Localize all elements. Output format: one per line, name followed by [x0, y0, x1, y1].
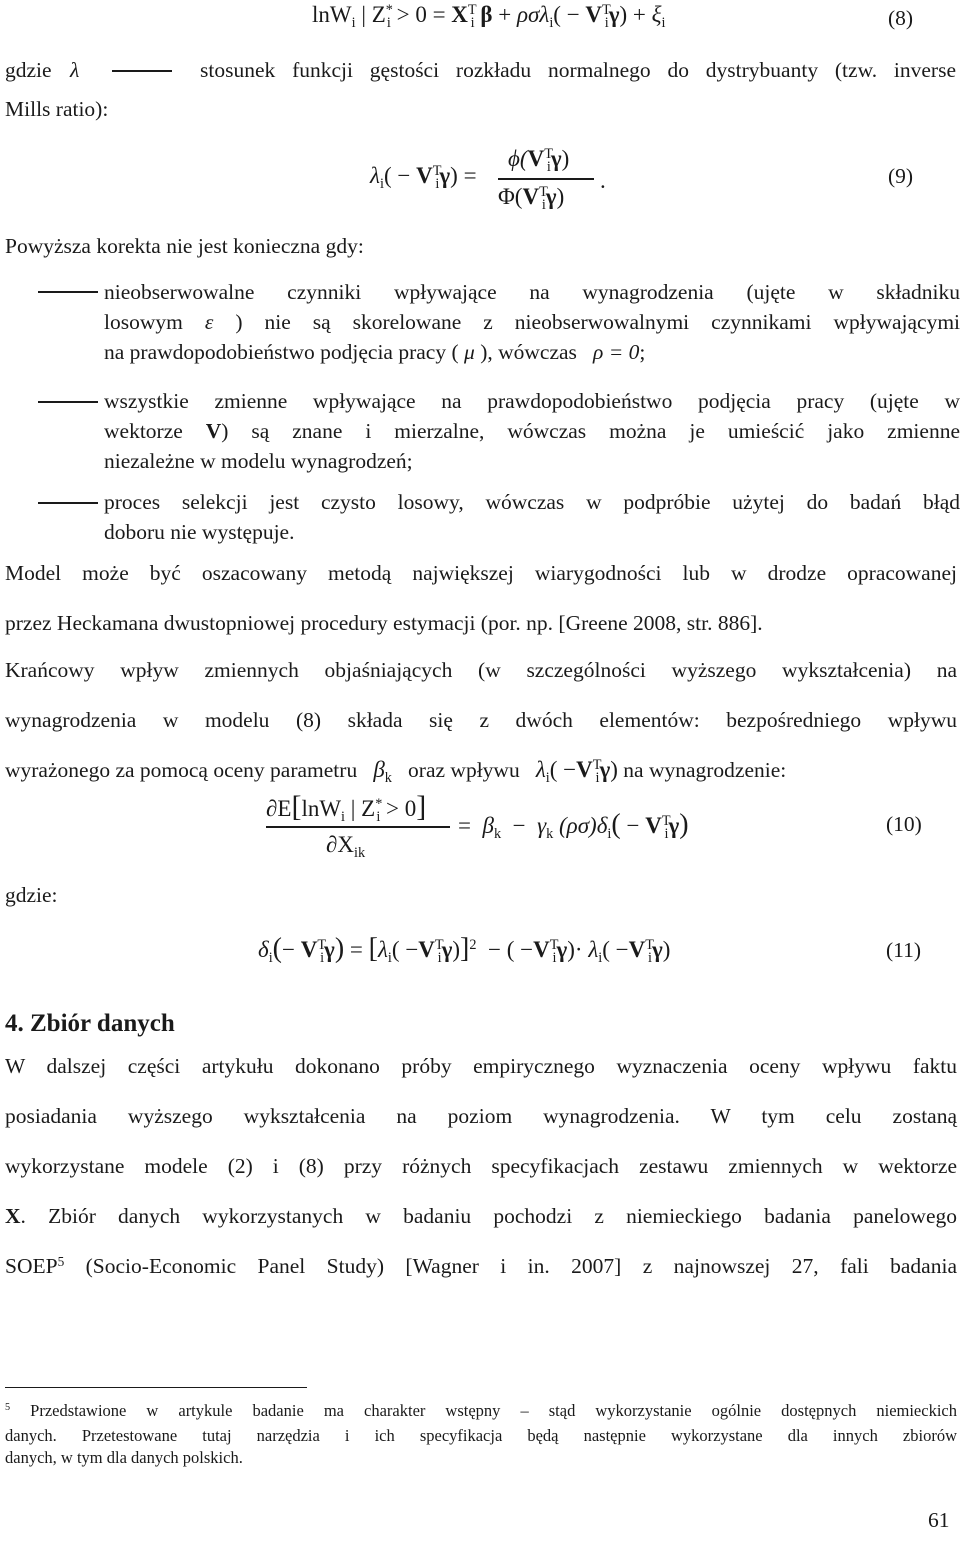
bullet-1: nieobserwowalne czynniki wpływające na wynagrodzenia (ujęte w składniku losowym ε ) nie są skorelowane z nieobserwowalnymi czynnikami wpływającymi na prawdopodobieństwo podjęcia pracy ( μ ), wówczas ρ = 0; — [104, 280, 960, 364]
marginal-effect-paragraph: Krańcowy wpływ zmiennych objaśniających (w szczególności wyższego wykształcenia) na wynagrodzenia w modelu (8) składa się z dwóch elementów: bezpośredniego wpływu wyrażonego za pomocą oceny parametru $\beta_k$ oraz wpływu $\lambda_i( -V^T_i\gamma)$ na wynagrodzenie: — [5, 658, 957, 786]
lambda-definition-line2: Mills ratio): — [5, 97, 109, 121]
section-heading: 4. Zbiór danych — [5, 1010, 175, 1037]
correction-intro: Powyższa korekta nie jest konieczna gdy: — [5, 234, 364, 258]
equation-11-number: (11) — [886, 938, 922, 962]
equation-10-number: (10) — [886, 812, 922, 836]
lambda-symbol: λ — [70, 58, 80, 82]
equation-8-number: (8) — [888, 6, 914, 30]
gdzie-label: gdzie — [5, 58, 52, 82]
equation-10-numerator: ∂E[lnW$_i$ | $Z^*_i > 0$] — [266, 790, 427, 825]
definition-dash — [112, 70, 172, 72]
gdzie-label-2: gdzie: — [5, 883, 58, 907]
equation-11: $\delta_i(- V^T_i\gamma) = [\lambda_i( -V^T_i\gamma)]^2$ − ( $-V^T_i\gamma)\cdot \lambda_i( -V^T_i\gamma)$ — [258, 933, 671, 966]
equation-10-rhs: = $\beta_k - \gamma_k$ $(\rho\sigma)\delta_i( - V^T_i\gamma)$ — [458, 809, 689, 842]
equation-9-numerator: $\phi(V^T_i\gamma)$ — [508, 146, 570, 175]
page-number: 61 — [928, 1508, 950, 1532]
equation-10-denominator: $\partial X_{ik}$ — [326, 832, 366, 861]
bullet-3: proces selekcji jest czysto losowy, wówczas w podpróbie użytej do badań błąd doboru nie występuje. — [104, 490, 960, 544]
equation-9-dot: . — [600, 168, 606, 193]
bullet-2: wszystkie zmienne wpływające na prawdopodobieństwo podjęcia pracy (ujęte w wektorze V) są znane i mierzalne, wówczas można je umieścić jako zmienne niezależne w modelu wynagrodzeń; — [104, 389, 960, 473]
bullet-dash-2 — [38, 401, 98, 403]
equation-9-fraction-line — [498, 178, 594, 180]
equation-8: lnW$_i$ | $Z^*_i > 0 = X^T_i$ $\beta + \rho\sigma\lambda_i( - V^T_i\gamma) + \xi_i$ — [312, 2, 666, 31]
equation-9-lhs: $\lambda_i( - V^T_i\gamma)$ = — [370, 163, 477, 192]
footnote: $^5$ Przedstawione w artykule badanie ma charakter wstępny – stąd wykorzystanie ogólnie dostępnych niemieckich danych. Przetestowane tutaj narzędzia i ich specyfikacja będą następnie wykorzystane dla innych zbiorów danych, w tym dla danych polskich. — [5, 1401, 957, 1467]
equation-9-denominator: $\Phi(V^T_i\gamma)$ — [498, 184, 565, 213]
footnote-separator — [5, 1387, 307, 1388]
bullet-dash-3 — [38, 502, 98, 504]
equation-10-fraction-line — [266, 826, 450, 828]
equation-9-number: (9) — [888, 164, 914, 188]
lambda-definition-line1: stosunek funkcji gęstości rozkładu normalnego do dystrybuanty (tzw. inverse — [200, 58, 956, 82]
model-paragraph: Model może być oszacowany metodą największej wiarygodności lub w drodze opracowanej przez Heckamana dwustopniowej procedury estymacji (por. np. [Greene 2008, str. 886]. — [5, 561, 957, 635]
data-paragraph: W dalszej części artykułu dokonano próby empirycznego wyznaczenia oceny wpływu faktu posiadania wyższego wykształcenia na poziom wynagrodzenia. W tym celu zostaną wykorzystane modele (2) i (8) przy różnych specyfikacjach zestawu zmiennych w wektorze X. Zbiór danych wykorzystanych w badaniu pochodzi z niemieckiego badania panelowego SOEP$^5$ (Socio-Economic Panel Study) [Wagner i in. 2007] z najnowszej 27, fali badania — [5, 1054, 957, 1278]
bullet-dash-1 — [38, 291, 98, 293]
